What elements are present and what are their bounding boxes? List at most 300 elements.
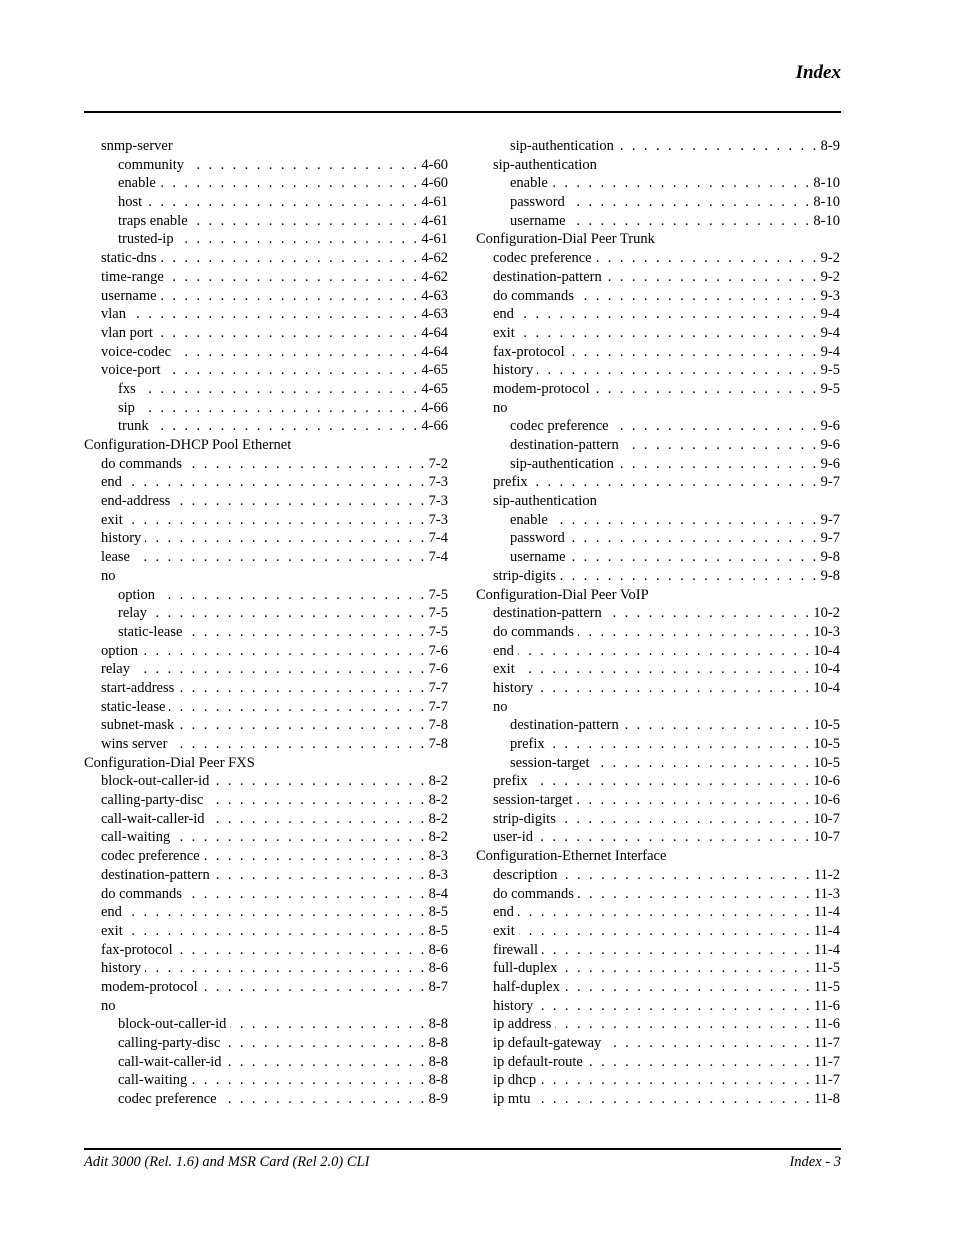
dot-leader bbox=[560, 567, 819, 586]
index-term: strip-digits bbox=[493, 810, 556, 827]
page-reference: 8-3 bbox=[428, 866, 448, 883]
dot-leader bbox=[605, 1034, 812, 1053]
index-entry bbox=[84, 268, 448, 287]
page-reference: 11-7 bbox=[813, 1053, 840, 1070]
page-reference: 8-8 bbox=[428, 1016, 448, 1033]
page-reference: 4-62 bbox=[421, 268, 448, 285]
index-term: codec preference bbox=[510, 418, 609, 435]
index-term: full-duplex bbox=[493, 960, 558, 977]
page-reference: 10-4 bbox=[813, 642, 840, 659]
index-term: start-address bbox=[101, 679, 175, 696]
index-entry bbox=[84, 997, 448, 1016]
page-reference: 8-5 bbox=[428, 904, 448, 921]
page-reference: 9-6 bbox=[820, 437, 840, 453]
footer-page-number: Index - 3 bbox=[789, 1154, 841, 1170]
index-term: codec preference bbox=[101, 848, 200, 865]
index-term: sip-authentication bbox=[493, 156, 597, 173]
index-entry bbox=[476, 1053, 840, 1072]
index-term: host bbox=[118, 194, 143, 211]
index-term: do commands bbox=[101, 885, 182, 902]
dot-leader bbox=[161, 249, 420, 268]
dot-leader bbox=[623, 716, 812, 735]
index-entry bbox=[84, 810, 448, 829]
page-reference: 4-61 bbox=[421, 194, 448, 211]
index-entry bbox=[84, 212, 448, 231]
index-term: trunk bbox=[118, 418, 149, 435]
index-term: destination-pattern bbox=[493, 605, 602, 622]
index-term: destination-pattern bbox=[493, 268, 602, 285]
index-term: ip default-gateway bbox=[493, 1035, 602, 1051]
index-entry bbox=[84, 1090, 448, 1109]
page-reference: 8-4 bbox=[428, 885, 448, 902]
page-reference: 11-8 bbox=[813, 1091, 840, 1108]
dot-leader bbox=[552, 511, 819, 530]
index-heading bbox=[84, 436, 448, 455]
dot-leader bbox=[159, 586, 427, 605]
page-reference: 4-66 bbox=[421, 418, 448, 435]
page-reference: 10-5 bbox=[813, 754, 840, 771]
index-term: ip default-route bbox=[493, 1053, 583, 1070]
page-reference: 10-6 bbox=[813, 773, 840, 790]
page-reference: 7-4 bbox=[428, 530, 448, 547]
page-reference: 9-2 bbox=[820, 268, 840, 285]
dot-leader bbox=[542, 941, 812, 960]
index-term: option bbox=[118, 586, 156, 603]
dot-leader bbox=[569, 343, 819, 362]
index-entry bbox=[476, 1034, 840, 1053]
index-term: sip-authentication bbox=[510, 455, 614, 472]
index-term: end bbox=[493, 904, 514, 921]
index-entry bbox=[476, 941, 840, 960]
index-column-left bbox=[84, 137, 448, 1109]
page-reference: 7-2 bbox=[428, 455, 448, 472]
index-term: no bbox=[493, 399, 508, 416]
dot-leader bbox=[142, 642, 427, 661]
dot-leader bbox=[178, 716, 426, 735]
index-entry bbox=[84, 492, 448, 511]
index-entry bbox=[476, 305, 840, 324]
index-term: static-lease bbox=[118, 623, 183, 640]
index-term: static-dns bbox=[101, 250, 157, 267]
index-term: exit bbox=[493, 324, 515, 341]
index-entry bbox=[84, 847, 448, 866]
index-term: snmp-server bbox=[101, 138, 173, 154]
dot-leader bbox=[578, 885, 812, 904]
index-entry bbox=[476, 978, 840, 997]
index-entry bbox=[476, 716, 840, 735]
index-entry bbox=[476, 436, 840, 455]
page-reference: 9-7 bbox=[820, 474, 840, 491]
dot-leader bbox=[139, 399, 419, 418]
page-reference: 8-10 bbox=[813, 212, 840, 229]
index-entry bbox=[84, 679, 448, 698]
index-term: firewall bbox=[493, 941, 539, 958]
dot-leader bbox=[578, 623, 811, 642]
index-term: history bbox=[101, 530, 142, 547]
index-entry bbox=[84, 156, 448, 175]
page-reference: 9-4 bbox=[820, 343, 840, 360]
index-entry bbox=[84, 866, 448, 885]
page-reference: 8-2 bbox=[428, 829, 448, 846]
page-reference: 4-63 bbox=[421, 287, 448, 304]
index-entry bbox=[476, 399, 840, 418]
dot-leader bbox=[560, 810, 812, 829]
index-entry bbox=[84, 324, 448, 343]
index-entry bbox=[476, 249, 840, 268]
dot-leader bbox=[623, 436, 819, 455]
page-reference: 4-63 bbox=[421, 306, 448, 323]
dot-leader bbox=[606, 268, 819, 287]
index-entry bbox=[84, 885, 448, 904]
dot-leader bbox=[134, 660, 427, 679]
dot-leader bbox=[532, 473, 819, 492]
index-term: voice-port bbox=[101, 362, 161, 379]
index-term: end bbox=[493, 306, 514, 323]
index-heading bbox=[476, 847, 840, 866]
page-reference: 11-4 bbox=[813, 922, 840, 939]
dot-leader bbox=[618, 137, 819, 156]
index-heading bbox=[476, 586, 840, 605]
index-entry bbox=[476, 922, 840, 941]
dot-leader bbox=[561, 866, 812, 885]
page-reference: 9-5 bbox=[820, 362, 840, 379]
dot-leader bbox=[146, 193, 419, 212]
dot-leader bbox=[151, 604, 427, 623]
dot-leader bbox=[618, 455, 819, 474]
index-entry bbox=[476, 137, 840, 156]
index-term: exit bbox=[493, 922, 515, 939]
index-entry bbox=[84, 1053, 448, 1072]
index-term: Configuration-Dial Peer Trunk bbox=[476, 231, 655, 248]
index-entry bbox=[476, 1071, 840, 1090]
dot-leader bbox=[569, 193, 812, 212]
index-term: password bbox=[510, 530, 565, 547]
dot-leader bbox=[569, 529, 819, 548]
dot-leader bbox=[534, 1090, 811, 1109]
page-reference: 7-7 bbox=[428, 698, 448, 715]
page-reference: 8-2 bbox=[428, 773, 448, 790]
index-term: strip-digits bbox=[493, 567, 556, 584]
dot-leader bbox=[186, 455, 427, 474]
dot-leader bbox=[209, 810, 427, 829]
index-entry bbox=[84, 791, 448, 810]
page-reference: 10-4 bbox=[813, 679, 840, 696]
footer-rule bbox=[84, 1148, 841, 1150]
index-entry bbox=[84, 586, 448, 605]
index-term: enable bbox=[510, 175, 548, 192]
page-reference: 7-7 bbox=[428, 679, 448, 696]
index-term: no bbox=[101, 567, 116, 584]
page-reference: 7-3 bbox=[428, 493, 448, 510]
dot-leader bbox=[230, 1015, 426, 1034]
page-reference: 11-6 bbox=[813, 997, 840, 1014]
page-reference: 10-6 bbox=[813, 792, 840, 809]
index-entry bbox=[84, 305, 448, 324]
index-term: do commands bbox=[493, 287, 574, 304]
index-entry bbox=[84, 287, 448, 306]
page-reference: 7-6 bbox=[428, 642, 448, 659]
dot-leader bbox=[134, 548, 427, 567]
dot-leader bbox=[518, 642, 811, 661]
dot-leader bbox=[160, 174, 420, 193]
dot-leader bbox=[157, 324, 419, 343]
index-entry bbox=[84, 548, 448, 567]
page-reference: 8-9 bbox=[428, 1091, 448, 1108]
index-entry bbox=[476, 791, 840, 810]
index-entry bbox=[84, 772, 448, 791]
index-entry bbox=[476, 156, 840, 175]
index-term: no bbox=[493, 698, 508, 715]
index-term: do commands bbox=[493, 885, 574, 902]
dot-leader bbox=[127, 511, 427, 530]
page-reference: 4-61 bbox=[421, 212, 448, 229]
dot-leader bbox=[578, 287, 819, 306]
dot-leader bbox=[519, 324, 819, 343]
page-reference: 8-6 bbox=[428, 960, 448, 977]
index-entry bbox=[476, 1015, 840, 1034]
index-term: voice-codec bbox=[101, 343, 172, 360]
index-entry bbox=[476, 380, 840, 399]
dot-leader bbox=[519, 660, 812, 679]
index-entry bbox=[476, 735, 840, 754]
page-reference: 8-8 bbox=[428, 1035, 448, 1051]
page-reference: 4-66 bbox=[421, 399, 448, 416]
dot-leader bbox=[207, 791, 426, 810]
page-reference: 7-8 bbox=[428, 736, 448, 752]
index-entry bbox=[476, 866, 840, 885]
page-reference: 10-7 bbox=[813, 810, 840, 827]
dot-leader bbox=[214, 866, 427, 885]
dot-leader bbox=[192, 212, 420, 231]
index-entry bbox=[84, 1015, 448, 1034]
index-entry bbox=[84, 137, 448, 156]
index-term: sip-authentication bbox=[493, 493, 597, 510]
dot-leader bbox=[169, 698, 426, 717]
index-term: community bbox=[118, 156, 185, 173]
page-reference: 11-4 bbox=[813, 941, 840, 958]
index-entry bbox=[84, 174, 448, 193]
page-reference: 4-64 bbox=[421, 324, 448, 341]
dot-leader bbox=[174, 828, 426, 847]
index-entry bbox=[84, 380, 448, 399]
page-reference: 10-5 bbox=[813, 736, 840, 752]
index-term: no bbox=[101, 997, 116, 1014]
dot-leader bbox=[518, 903, 812, 922]
index-heading bbox=[476, 230, 840, 249]
dot-leader bbox=[537, 679, 811, 698]
index-term: enable bbox=[510, 511, 548, 528]
dot-leader bbox=[153, 417, 420, 436]
dot-leader bbox=[224, 1034, 426, 1053]
page-reference: 10-3 bbox=[813, 623, 840, 640]
index-entry bbox=[84, 828, 448, 847]
dot-leader bbox=[519, 922, 812, 941]
index-term: calling-party-disc bbox=[118, 1035, 221, 1051]
page-reference: 9-7 bbox=[820, 530, 840, 547]
index-entry bbox=[84, 473, 448, 492]
index-entry bbox=[476, 174, 840, 193]
index-term: exit bbox=[101, 922, 123, 939]
page-reference: 7-3 bbox=[428, 474, 448, 491]
dot-leader bbox=[168, 268, 420, 287]
index-term: description bbox=[493, 866, 558, 883]
index-term: fax-protocol bbox=[101, 941, 173, 958]
index-term: password bbox=[510, 194, 565, 211]
dot-leader bbox=[226, 1053, 427, 1072]
index-entry bbox=[476, 492, 840, 511]
index-entry bbox=[476, 772, 840, 791]
index-term: half-duplex bbox=[493, 978, 560, 995]
dot-leader bbox=[596, 249, 819, 268]
page-reference: 11-2 bbox=[813, 866, 840, 883]
dot-leader bbox=[570, 212, 812, 231]
page-reference: 10-7 bbox=[813, 829, 840, 846]
dot-leader bbox=[213, 772, 426, 791]
index-entry bbox=[84, 941, 448, 960]
dot-leader bbox=[606, 604, 812, 623]
index-entry bbox=[84, 922, 448, 941]
index-term: end bbox=[101, 474, 122, 491]
index-term: wins server bbox=[101, 736, 168, 752]
index-term: relay bbox=[118, 605, 147, 622]
dot-leader bbox=[178, 679, 426, 698]
page-reference: 11-4 bbox=[813, 904, 840, 921]
dot-leader bbox=[126, 903, 427, 922]
index-entry bbox=[84, 1071, 448, 1090]
index-term: block-out-caller-id bbox=[101, 773, 210, 790]
page-reference: 11-7 bbox=[813, 1035, 840, 1051]
index-term: end-address bbox=[101, 493, 171, 510]
page-reference: 10-5 bbox=[813, 717, 840, 734]
dot-leader bbox=[130, 305, 419, 324]
page-reference: 7-5 bbox=[428, 605, 448, 622]
dot-leader bbox=[188, 156, 419, 175]
index-term: calling-party-disc bbox=[101, 792, 204, 809]
index-term: time-range bbox=[101, 268, 164, 285]
page-reference: 8-7 bbox=[428, 978, 448, 995]
index-entry bbox=[476, 959, 840, 978]
index-term: enable bbox=[118, 175, 156, 192]
dot-leader bbox=[127, 922, 427, 941]
index-entry bbox=[84, 1034, 448, 1053]
page-reference: 7-3 bbox=[428, 511, 448, 528]
index-entry bbox=[84, 193, 448, 212]
footer-document-title: Adit 3000 (Rel. 1.6) and MSR Card (Rel 2.0) CLI bbox=[84, 1154, 370, 1170]
page-header-title: Index bbox=[795, 62, 841, 83]
page-reference: 9-7 bbox=[820, 511, 840, 528]
index-entry bbox=[84, 642, 448, 661]
index-entry bbox=[476, 511, 840, 530]
index-entry bbox=[84, 399, 448, 418]
page-reference: 4-61 bbox=[421, 231, 448, 248]
index-term: call-wait-caller-id bbox=[101, 810, 205, 827]
index-entry bbox=[84, 417, 448, 436]
index-entry bbox=[84, 698, 448, 717]
index-entry bbox=[476, 212, 840, 231]
index-term: trusted-ip bbox=[118, 231, 174, 248]
page-reference: 11-7 bbox=[813, 1072, 840, 1089]
dot-leader bbox=[175, 343, 419, 362]
index-term: username bbox=[510, 212, 566, 229]
index-term: traps enable bbox=[118, 212, 188, 229]
index-column-right bbox=[476, 137, 840, 1109]
page-reference: 11-6 bbox=[813, 1016, 840, 1033]
page-reference: 9-3 bbox=[820, 287, 840, 304]
index-term: Configuration-Ethernet Interface bbox=[476, 848, 667, 865]
index-entry bbox=[476, 567, 840, 586]
index-entry bbox=[84, 361, 448, 380]
index-term: history bbox=[493, 679, 534, 696]
index-entry bbox=[84, 604, 448, 623]
index-entry bbox=[476, 1090, 840, 1109]
page-reference: 10-4 bbox=[813, 661, 840, 678]
index-term: Configuration-DHCP Pool Ethernet bbox=[84, 437, 292, 453]
index-term: end bbox=[101, 904, 122, 921]
dot-leader bbox=[552, 174, 812, 193]
index-term: modem-protocol bbox=[101, 978, 198, 995]
page-reference: 8-2 bbox=[428, 810, 448, 827]
page-reference: 4-60 bbox=[421, 175, 448, 192]
index-entry bbox=[84, 249, 448, 268]
index-term: history bbox=[493, 362, 534, 379]
dot-leader bbox=[165, 361, 420, 380]
dot-leader bbox=[177, 941, 427, 960]
index-term: relay bbox=[101, 661, 130, 678]
dot-leader bbox=[126, 473, 427, 492]
index-entry bbox=[476, 679, 840, 698]
index-entry bbox=[476, 548, 840, 567]
page-reference: 9-8 bbox=[820, 549, 840, 566]
dot-leader bbox=[570, 548, 819, 567]
dot-leader bbox=[613, 417, 819, 436]
index-entry bbox=[476, 903, 840, 922]
index-term: history bbox=[101, 960, 142, 977]
index-term: vlan bbox=[101, 306, 126, 323]
page-reference: 8-5 bbox=[428, 922, 448, 939]
index-entry bbox=[84, 511, 448, 530]
index-term: lease bbox=[101, 549, 130, 566]
index-term: block-out-caller-id bbox=[118, 1016, 227, 1033]
index-entry bbox=[84, 455, 448, 474]
dot-leader bbox=[537, 828, 811, 847]
index-entry bbox=[84, 230, 448, 249]
index-entry bbox=[84, 978, 448, 997]
index-term: static-lease bbox=[101, 698, 166, 715]
index-entry bbox=[476, 455, 840, 474]
page-reference: 8-8 bbox=[428, 1072, 448, 1089]
page-reference: 8-9 bbox=[820, 138, 840, 154]
dot-leader bbox=[171, 735, 426, 754]
index-entry bbox=[476, 529, 840, 548]
index-entry bbox=[476, 642, 840, 661]
page-reference: 11-5 bbox=[813, 978, 840, 995]
page-reference: 8-8 bbox=[428, 1053, 448, 1070]
index-term: call-wait-caller-id bbox=[118, 1053, 222, 1070]
index-term: do commands bbox=[493, 623, 574, 640]
index-term: destination-pattern bbox=[101, 866, 210, 883]
dot-leader bbox=[518, 305, 819, 324]
index-entry bbox=[476, 473, 840, 492]
index-term: ip address bbox=[493, 1016, 552, 1033]
page-reference: 7-5 bbox=[428, 623, 448, 640]
index-entry bbox=[476, 698, 840, 717]
index-entry bbox=[476, 660, 840, 679]
index-entry bbox=[476, 604, 840, 623]
index-entry bbox=[476, 828, 840, 847]
dot-leader bbox=[204, 847, 427, 866]
page-reference: 9-4 bbox=[820, 324, 840, 341]
dot-leader bbox=[555, 1015, 812, 1034]
